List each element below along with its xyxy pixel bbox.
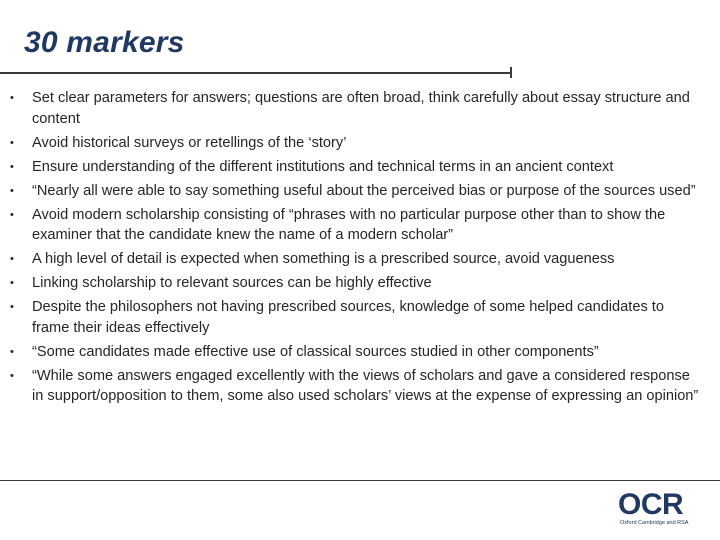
- bullet-item: [10, 273, 700, 294]
- bullet-text: Ensure understanding of the different institutions and technical terms in an ancient context: [32, 158, 614, 175]
- bullet-item: [10, 88, 700, 129]
- bullet-item: [10, 297, 700, 338]
- bullet-text: Avoid modern scholarship consisting of “phrases with no particular purpose other than to show the examiner that the candidate knew the name of a modern scholar”: [32, 206, 666, 243]
- bullet-icon: •: [10, 136, 14, 149]
- bullet-icon: •: [10, 160, 14, 173]
- bullet-icon: •: [10, 345, 14, 358]
- bullet-icon: •: [10, 277, 14, 289]
- bullet-icon: •: [10, 208, 14, 221]
- title-underline: [0, 72, 512, 74]
- bullet-text: “Some candidates made effective use of classical sources studied in other components”: [32, 343, 599, 360]
- bullet-text: “While some answers engaged excellently with the views of scholars and gave a considered response in support/opposition to them, some also used scholars’ views at the expense of expressing an opinion”: [32, 367, 699, 404]
- bullet-text: “Nearly all were able to say something useful about the perceived bias or purpose of the sources used”: [32, 182, 696, 199]
- bullet-icon: •: [10, 301, 14, 313]
- title-underline-end-cap: [510, 67, 512, 78]
- bullet-text: Linking scholarship to relevant sources can be highly effective: [32, 275, 432, 291]
- bullet-text: A high level of detail is expected when something is a prescribed source, avoid vagueness: [32, 251, 615, 267]
- slide-title: 30 markers: [24, 26, 185, 59]
- bullet-icon: •: [10, 369, 14, 382]
- bullet-item: [10, 249, 700, 270]
- bullet-icon: •: [10, 92, 14, 104]
- bullet-item: [10, 366, 700, 407]
- footer-divider: [0, 480, 720, 481]
- bullet-item: [10, 157, 700, 178]
- ocr-logo: [614, 490, 710, 528]
- bullet-icon: •: [10, 253, 14, 265]
- bullet-text: Avoid historical surveys or retellings of the ‘story’: [32, 134, 347, 151]
- bullet-item: [10, 133, 700, 154]
- logo-letters: OCR: [618, 488, 684, 521]
- bullet-item: [10, 181, 700, 202]
- logo-tagline: Oxford Cambridge and RSA: [620, 520, 689, 526]
- bullet-icon: •: [10, 184, 14, 197]
- bullet-item: [10, 205, 700, 246]
- bullet-text: Set clear parameters for answers; questions are often broad, think carefully about essay structure and content: [32, 90, 690, 127]
- bullet-item: [10, 342, 700, 363]
- bullet-list: [10, 88, 700, 410]
- bullet-text: Despite the philosophers not having prescribed sources, knowledge of some helped candidates to frame their ideas effectively: [32, 299, 664, 336]
